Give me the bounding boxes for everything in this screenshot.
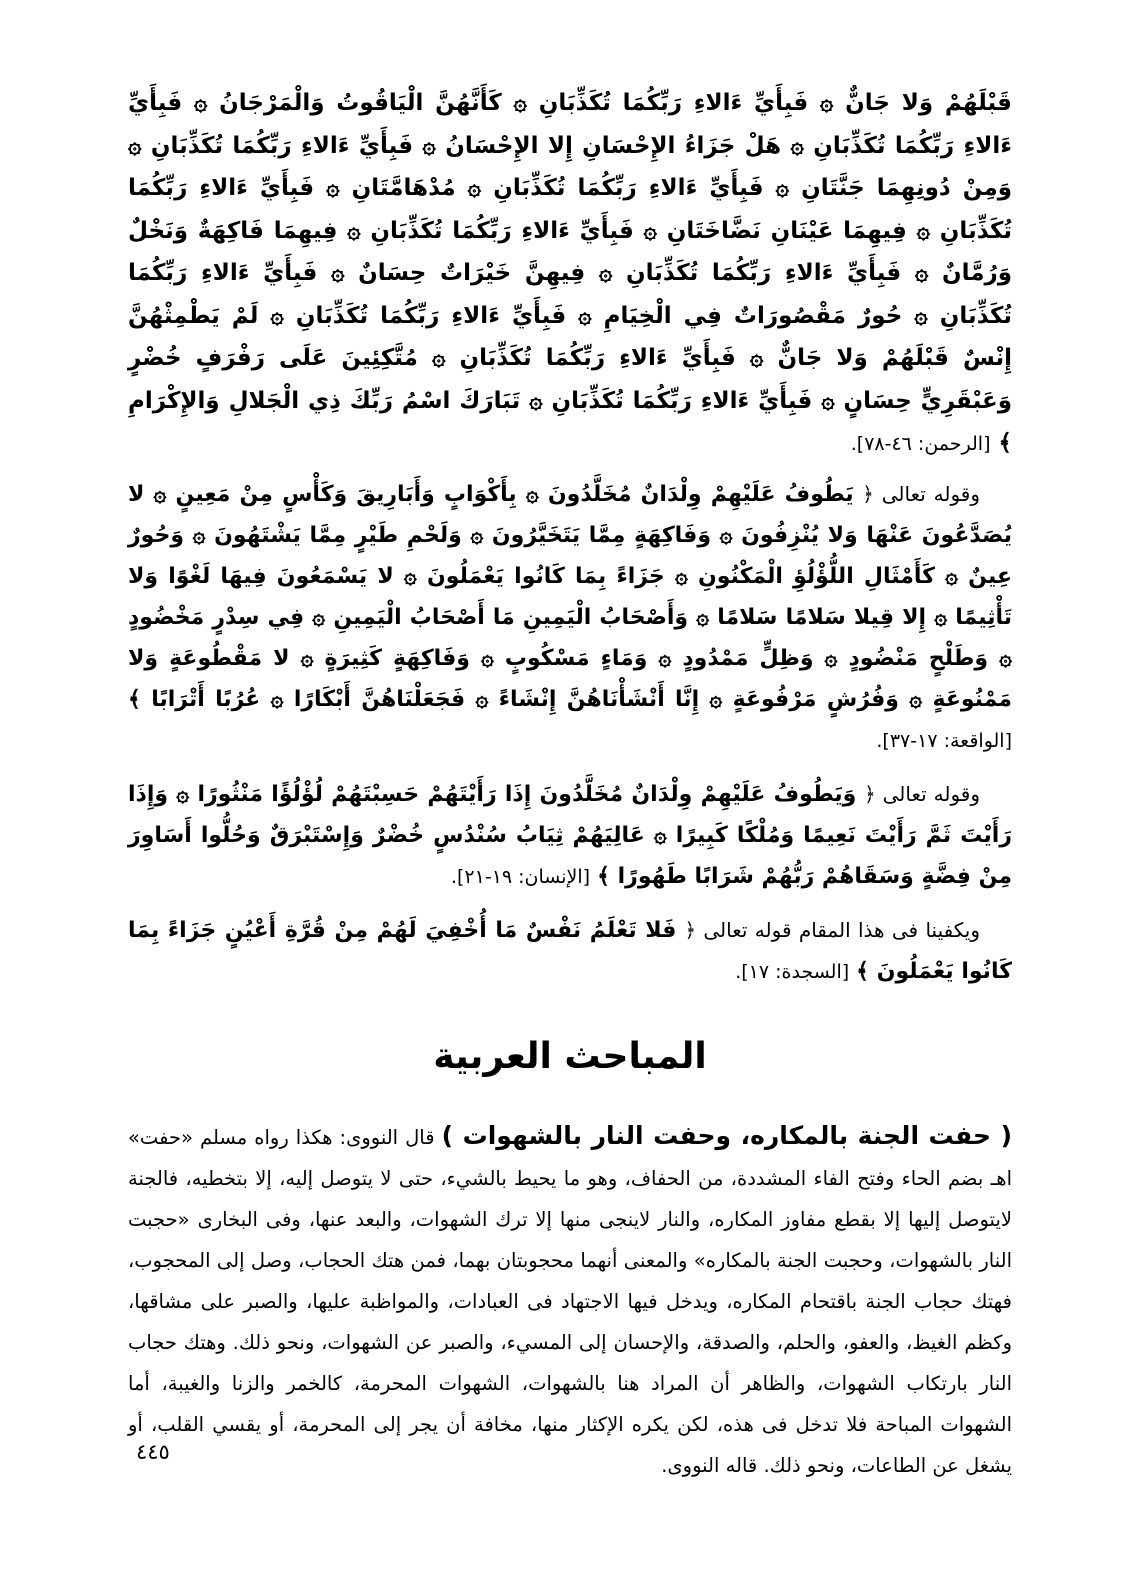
verse-text-sajdah: فَلا تَعْلَمُ نَفْسٌ مَا أُخْفِيَ لَهُمْ مِنْ قُرَّةِ أَعْيُنٍ جَزَاءً بِمَا كَانُوا يَعْمَلُونَ ﴾ [128,917,1012,984]
section-title: المباحث العربية [433,1035,707,1077]
section-body [128,1115,1012,1486]
page-number: ٤٤٥ [136,1440,170,1464]
paragraph-spacer [128,898,1012,910]
book-page [128,82,1012,1505]
paragraph-lead-text: ويكفينا فى هذا المقام قوله تعالى ﴿ [684,917,981,942]
verse-text-insan: وَيَطُوفُ عَلَيْهِمْ وِلْدَانٌ مُخَلَّدُونَ إِذَا رَأَيْتَهُمْ حَسِبْتَهُمْ لُؤْلُؤًا مَنْثُورًا ۞ وَإِذَا رَأَيْتَ ثَمَّ رَأَيْتَ نَعِيمًا وَمُلْكًا كَبِيرًا ۞ عَالِيَهُمْ ثِيَابُ سُنْدُسٍ خُضْرٌ وَإِسْتَبْرَقٌ وَحُلُّوا أَسَاوِرَ مِنْ فِضَّةٍ وَسَقَاهُمْ رَبُّهُمْ شَرَابًا طَهُورًا ﴾ [128,781,1012,889]
verse-reference-sajdah: [السجدة: ١٧]. [735,960,850,983]
paragraph-spacer [128,466,1012,474]
paragraph-lead-text: وقوله تعالى ﴿ [862,481,981,506]
paragraph-waqiah [128,474,1012,762]
verse-reference-insan: [الإنسان: ١٩-٢١]. [450,865,591,888]
verse-text-waqiah: يَطُوفُ عَلَيْهِمْ وِلْدَانٌ مُخَلَّدُونَ ۞ بِأَكْوَابٍ وَأَبَارِيقَ وَكَأْسٍ مِنْ مَعِينٍ ۞ لا يُصَدَّعُونَ عَنْهَا وَلا يُنْزِفُونَ ۞ وَفَاكِهَةٍ مِمَّا يَتَخَيَّرُونَ ۞ وَلَحْمِ طَيْرٍ مِمَّا يَشْتَهُونَ ۞ وَحُورٌ عِينٌ ۞ كَأَمْثَالِ اللُّؤْلُؤِ الْمَكْنُونِ ۞ جَزَاءً بِمَا كَانُوا يَعْمَلُونَ ۞ لا يَسْمَعُونَ فِيهَا لَغْوًا وَلا تَأْثِيمًا ۞ إِلا قِيلا سَلامًا سَلامًا ۞ وَأَصْحَابُ الْيَمِينِ مَا أَصْحَابُ الْيَمِينِ ۞ فِي سِدْرٍ مَخْضُودٍ ۞ وَطَلْحٍ مَنْضُودٍ ۞ وَظِلٍّ مَمْدُودٍ ۞ وَمَاءٍ مَسْكُوبٍ ۞ وَفَاكِهَةٍ كَثِيرَةٍ ۞ لا مَقْطُوعَةٍ وَلا مَمْنُوعَةٍ ۞ وَفُرُشٍ مَرْفُوعَةٍ ۞ إِنَّا أَنْشَأْنَاهُنَّ إِنْشَاءً ۞ فَجَعَلْنَاهُنَّ أَبْكَارًا ۞ عُرُبًا أَتْرَابًا ﴾ [128,481,1012,712]
paragraph-sajdah [128,910,1012,993]
paragraph-spacer [128,762,1012,774]
quran-passage-rahman [128,82,1012,466]
verse-reference-waqiah: [الواقعة: ١٧-٣٧]. [876,729,1012,752]
commentary-text: قال النووى: هكذا رواه مسلم «حفت» اهـ بضم الحاء وفتح الفاء المشددة، من الحفاف، وهو ما يحيط بالشيء، حتى لا يتوصل إليه، إلا بتخطيه، فالجنة لايتوصل إليها إلا بقطع مفاوز المكاره، والنار لاينجى منها إلا ترك الشهوات، والبعد عنها، وفى البخارى «حجبت النار بالشهوات، وحجبت الجنة بالمكاره» والمعنى أنهما محجوبتان بهما، فمن هتك الحجاب، وصل إلى المحجوب، فهتك حجاب الجنة باقتحام المكاره، ويدخل فيها الاجتهاد فى العبادات، والمواظبة عليها، والصبر على مشاقها، وكظم الغيظ، والعفو، والحلم، والصدقة، والإحسان إلى المسيء، والصبر عن الشهوات، ونحو ذلك. وهتك حجاب النار بارتكاب الشهوات، والظاهر أن المراد هنا بالشهوات، الشهوات المحرمة، كالخمر والزنا والغيبة، أما الشهوات المباحة فلا تدخل فى هذه، لكن يكره الإكثار منها، مخافة أن يجر إلى المحرمة، أو يقسي القلب، أو يشغل عن الطاعات، ونحو ذلك. قاله النووى. [128,1125,1012,1477]
hadith-phrase-heading: ( حفت الجنة بالمكاره، وحفت النار بالشهوات ) [441,1120,1012,1150]
verse-reference-rahman: [الرحمن: ٤٦-٧٨]. [850,433,991,455]
paragraph-insan [128,774,1012,898]
paragraph-lead-text: وقوله تعالى ﴿ [863,781,981,806]
verse-text-rahman: قَبْلَهُمْ وَلا جَانٌّ ۞ فَبِأَيِّ ءَالاءِ رَبِّكُمَا تُكَذِّبَانِ ۞ كَأَنَّهُنَّ الْيَاقُوتُ وَالْمَرْجَانُ ۞ فَبِأَيِّ ءَالاءِ رَبِّكُمَا تُكَذِّبَانِ ۞ هَلْ جَزَاءُ الإِحْسَانِ إِلا الإِحْسَانُ ۞ فَبِأَيِّ ءَالاءِ رَبِّكُمَا تُكَذِّبَانِ ۞ وَمِنْ دُونِهِمَا جَنَّتَانِ ۞ فَبِأَيِّ ءَالاءِ رَبِّكُمَا تُكَذِّبَانِ ۞ مُدْهَامَّتَانِ ۞ فَبِأَيِّ ءَالاءِ رَبِّكُمَا تُكَذِّبَانِ ۞ فِيهِمَا عَيْنَانِ نَضَّاخَتَانِ ۞ فَبِأَيِّ ءَالاءِ رَبِّكُمَا تُكَذِّبَانِ ۞ فِيهِمَا فَاكِهَةٌ وَنَخْلٌ وَرُمَّانٌ ۞ فَبِأَيِّ ءَالاءِ رَبِّكُمَا تُكَذِّبَانِ ۞ فِيهِنَّ خَيْرَاتٌ حِسَانٌ ۞ فَبِأَيِّ ءَالاءِ رَبِّكُمَا تُكَذِّبَانِ ۞ حُورٌ مَقْصُورَاتٌ فِي الْخِيَامِ ۞ فَبِأَيِّ ءَالاءِ رَبِّكُمَا تُكَذِّبَانِ ۞ لَمْ يَطْمِثْهُنَّ إِنْسٌ قَبْلَهُمْ وَلا جَانٌّ ۞ فَبِأَيِّ ءَالاءِ رَبِّكُمَا تُكَذِّبَانِ ۞ مُتَّكِئِينَ عَلَى رَفْرَفٍ خُضْرٍ وَعَبْقَرِيٍّ حِسَانٍ ۞ فَبِأَيِّ ءَالاءِ رَبِّكُمَا تُكَذِّبَانِ ۞ تَبَارَكَ اسْمُ رَبِّكَ ذِي الْجَلالِ وَالإِكْرَامِ ﴾ [128,90,1012,456]
